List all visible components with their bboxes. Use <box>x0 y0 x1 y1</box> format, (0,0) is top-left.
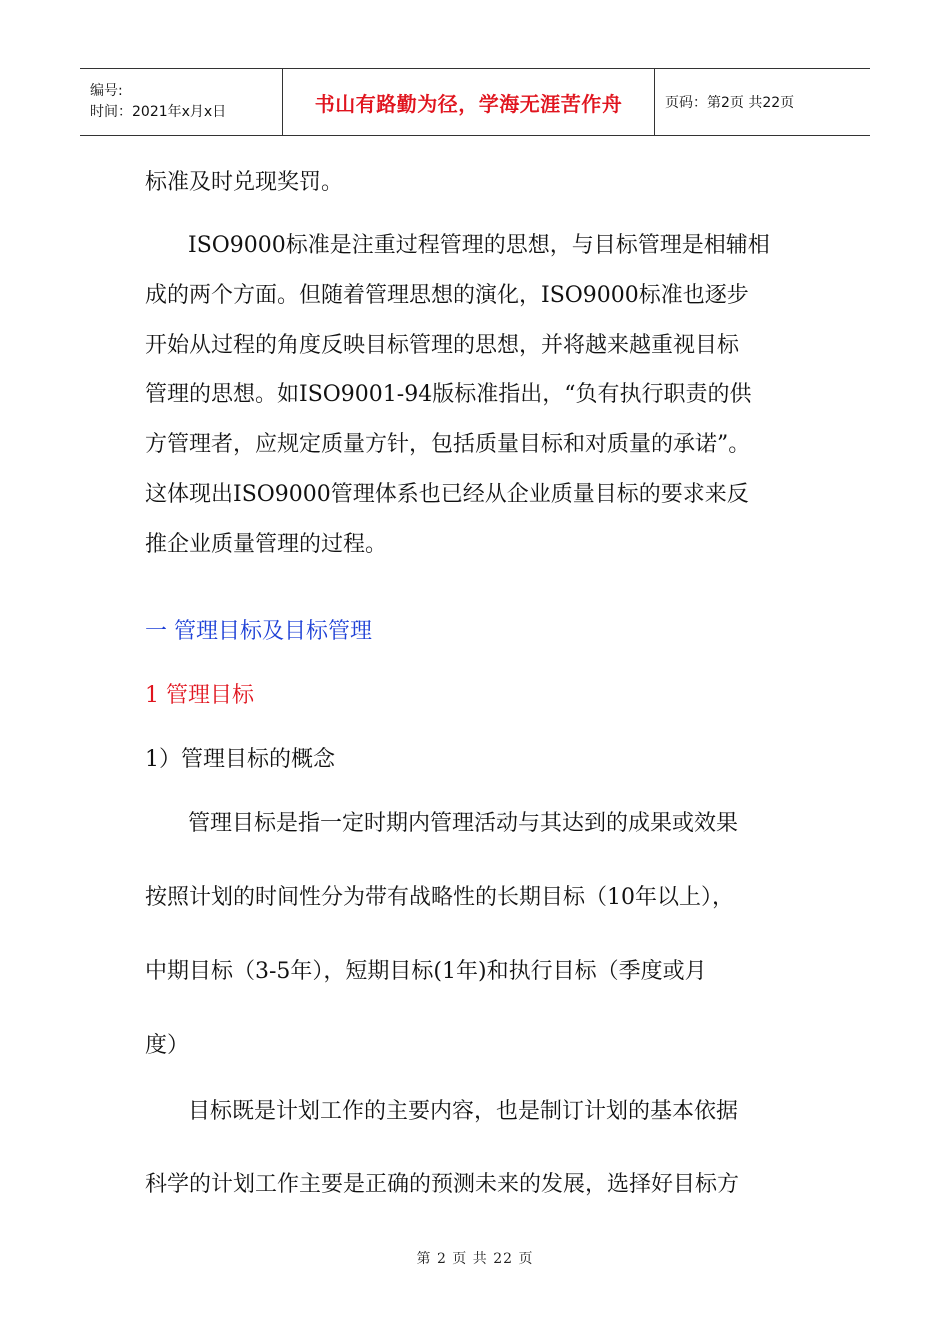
header-time: 时间：2021年x月x日 <box>90 104 227 120</box>
body-line: 成的两个方面。但随着管理思想的演化，ISO9000标准也逐步 <box>145 283 749 308</box>
section-heading: 一 管理目标及目标管理 <box>145 619 372 644</box>
body-line: 目标既是计划工作的主要内容，也是制订计划的基本依据 <box>188 1099 739 1124</box>
body-line: 这体现出ISO9000管理体系也已经从企业质量目标的要求来反 <box>145 482 749 507</box>
body-line: 按照计划的时间性分为带有战略性的长期目标（10年以上）， <box>145 885 734 910</box>
header-page <box>655 69 870 135</box>
body-line: 标准及时兑现奖罚。 <box>145 170 344 195</box>
header-meta <box>80 69 282 135</box>
body-line: 推企业质量管理的过程。 <box>145 532 388 557</box>
body-line: 中期目标（3-5年），短期目标(1年)和执行目标（季度或月 <box>145 959 707 984</box>
header-motto <box>282 69 655 135</box>
header-number: 编号: <box>90 83 123 99</box>
body-line: 开始从过程的角度反映目标管理的思想，并将越来越重视目标 <box>145 333 740 358</box>
page-footer: 第 2 页 共 22 页 <box>416 1251 534 1267</box>
sub-item-heading: 1）管理目标的概念 <box>145 747 335 772</box>
body-line: 科学的计划工作主要是正确的预测未来的发展，选择好目标方 <box>145 1172 740 1197</box>
document-header <box>80 68 870 136</box>
body-line: 度） <box>145 1033 190 1058</box>
body-line: ISO9000标准是注重过程管理的思想，与目标管理是相辅相 <box>188 233 770 258</box>
header-page-text: 页码：第2页 共22页 <box>665 95 795 111</box>
body-line: 方管理者，应规定质量方针，包括质量目标和对质量的承诺”。 <box>145 432 751 457</box>
body-line: 管理目标是指一定时期内管理活动与其达到的成果或效果 <box>188 811 739 836</box>
body-line: 管理的思想。如ISO9001-94版标准指出，“负有执行职责的供 <box>145 382 752 407</box>
motto-text: 书山有路勤为径，学海无涯苦作舟 <box>314 91 623 116</box>
subsection-heading: 1 管理目标 <box>145 683 254 708</box>
